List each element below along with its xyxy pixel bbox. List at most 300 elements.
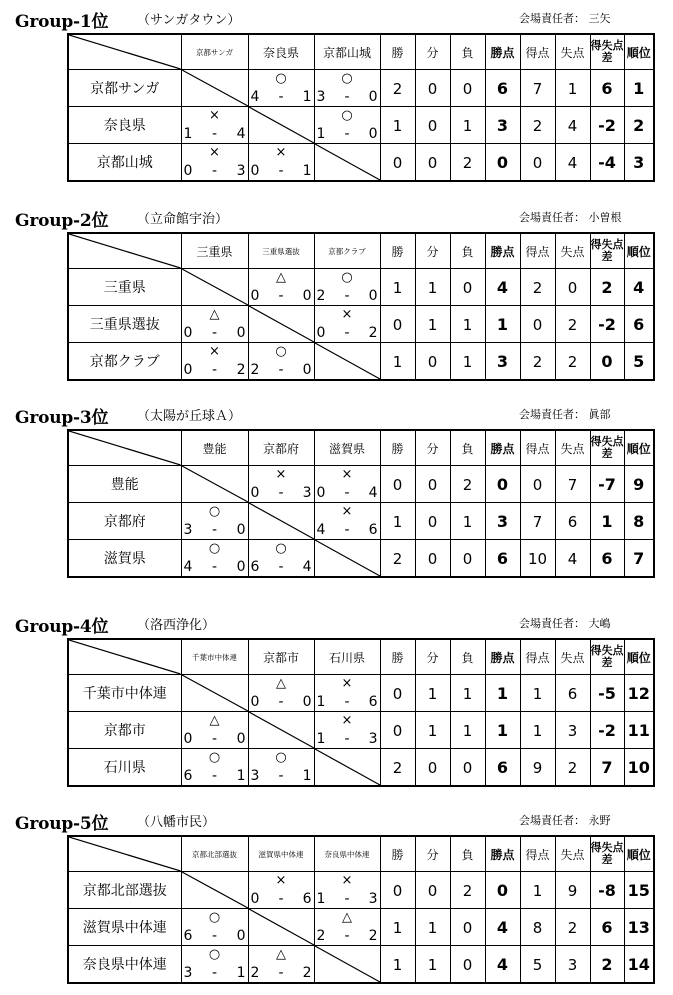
loss-header-label: 負 [461,650,474,665]
goals-against-cell [555,306,590,343]
losses-cell [450,909,485,946]
losses-value: 2 [462,881,473,900]
goals-for-value: 0 [532,153,543,172]
group-title: Group-1位 [15,12,109,32]
opponent-header [248,34,314,70]
draw-header [415,836,450,872]
opponent-header [248,233,314,269]
losses-value: 1 [462,721,473,740]
points-cell [485,872,520,909]
match-score [251,965,312,982]
result-mark: × [209,344,220,359]
draw-header-label: 分 [426,650,439,665]
wins-cell [380,306,415,343]
points-value: 0 [496,474,509,494]
match-result-cell [314,675,380,712]
match-score [251,768,312,785]
goals-against-value: 0 [567,278,578,297]
score-home: 0 [183,325,193,341]
points-cell [485,343,520,381]
opponent-name: 奈良県 [262,45,299,60]
group-header [0,608,673,636]
match-result-cell [314,503,380,540]
goal-difference-value: 6 [601,548,613,568]
group-title: Group-5位 [15,814,109,834]
losses-value: 2 [462,153,473,172]
points-header-label: 勝点 [490,441,515,456]
wins-cell [380,540,415,578]
self-match-cell [181,269,248,306]
score-home: 0 [250,288,260,304]
score-dash: - [211,768,218,784]
group-title: Group-4位 [15,617,109,637]
goals-against-header [555,639,590,675]
goals-against-header-label: 失点 [560,45,585,60]
match-result-cell [248,675,314,712]
score-dash: - [211,559,218,575]
responsible-name: 眞部 [588,408,611,421]
wins-value: 0 [392,475,403,494]
rank-header-label: 順位 [626,441,651,456]
losses-value: 1 [462,512,473,531]
match-score [317,89,378,106]
losses-cell [450,749,485,787]
score-away: 2 [302,965,312,981]
venue-responsible [519,615,611,631]
team-name: 三重県 [68,269,181,306]
rank-cell [624,503,654,540]
group-section [0,202,673,392]
opponent-header [314,430,380,466]
responsible-label: 会場責任者： [519,12,585,25]
goals-for-value: 2 [532,278,543,297]
points-header [485,233,520,269]
goal-diff-header [590,639,624,675]
losses-value: 2 [462,475,473,494]
rank-cell [624,946,654,984]
win-header-label: 勝 [391,45,404,60]
match-result-cell [181,343,248,381]
wins-cell [380,675,415,712]
responsible-label: 会場責任者： [519,408,585,421]
loss-header-label: 負 [461,45,474,60]
score-away: 2 [368,928,378,944]
diagonal-line [249,107,314,143]
self-match-cell [314,343,380,381]
draws-cell [415,466,450,503]
goals-for-header-label: 得点 [525,244,550,259]
goals-for-cell [520,343,555,381]
result-mark: ○ [275,71,287,86]
goal-difference-value: -2 [598,720,616,740]
losses-cell [450,872,485,909]
score-dash: - [278,768,284,784]
self-match-cell [248,306,314,343]
losses-cell [450,503,485,540]
wins-cell [380,946,415,984]
losses-cell [450,144,485,182]
rank-cell [624,70,654,107]
score-dash: - [211,522,218,538]
goals-for-cell [520,269,555,306]
match-score [317,891,378,908]
goals-against-value: 4 [567,549,578,568]
team-name: 奈良県 [68,107,181,144]
goal-difference-value: 2 [601,277,613,297]
goal-difference-cell [590,712,624,749]
goals-against-cell [555,107,590,144]
points-value: 3 [496,511,509,531]
draws-value: 0 [427,881,438,900]
match-result-cell [248,144,314,182]
match-score [184,126,246,143]
match-result-cell [248,70,314,107]
draws-cell [415,675,450,712]
rank-value: 1 [633,78,645,98]
result-mark: ○ [275,541,287,556]
score-dash: - [278,485,284,501]
result-mark: △ [209,713,220,728]
goals-against-cell [555,144,590,182]
team-name: 滋賀県中体連 [68,909,181,946]
draws-value: 1 [427,721,438,740]
team-row [68,306,654,343]
rank-header [624,233,654,269]
win-header [380,233,415,269]
losses-value: 0 [462,278,473,297]
rank-value: 7 [633,548,645,568]
rank-value: 10 [627,757,650,777]
score-dash: - [344,522,350,538]
points-cell [485,70,520,107]
goals-against-cell [555,872,590,909]
match-result-cell [181,107,248,144]
goal-difference-value: 6 [601,917,613,937]
match-result-cell [181,946,248,984]
rank-value: 13 [627,917,650,937]
result-mark: ○ [208,750,221,765]
goals-for-header [520,639,555,675]
goals-against-value: 6 [567,512,578,531]
points-cell [485,466,520,503]
draws-cell [415,306,450,343]
goals-against-value: 6 [567,684,578,703]
score-away: 0 [236,522,246,538]
rank-cell [624,675,654,712]
draw-header [415,34,450,70]
team-row [68,872,654,909]
draws-cell [415,540,450,578]
goals-for-cell [520,872,555,909]
result-mark: ○ [208,504,221,519]
points-header [485,836,520,872]
score-dash: - [278,163,284,179]
match-score [251,362,312,379]
goals-against-cell [555,503,590,540]
group-title: Group-3位 [15,408,109,428]
goals-against-value: 2 [567,352,578,371]
team-row [68,749,654,787]
score-away: 1 [236,768,246,784]
goals-against-cell [555,70,590,107]
wins-cell [380,503,415,540]
rank-value: 8 [633,511,645,531]
draws-value: 1 [427,278,438,297]
points-value: 6 [496,78,509,98]
self-match-cell [314,749,380,787]
match-result-cell [248,269,314,306]
diagonal-line [315,144,380,180]
self-match-cell [248,712,314,749]
match-result-cell [314,306,380,343]
responsible-label: 会場責任者： [519,617,585,630]
losses-value: 1 [462,352,473,371]
points-header [485,34,520,70]
losses-value: 1 [462,684,473,703]
score-home: 3 [316,89,326,105]
goal-difference-cell [590,306,624,343]
match-score [184,965,246,982]
rank-value: 2 [633,115,645,135]
points-header-label: 勝点 [490,244,515,259]
goal-difference-value: 6 [601,78,613,98]
opponent-name: 京都府 [262,441,299,456]
match-result-cell [248,749,314,787]
wins-cell [380,749,415,787]
corner-cell [68,836,181,872]
score-home: 1 [183,126,193,142]
score-away: 3 [368,731,378,747]
score-home: 6 [250,559,260,575]
responsible-name: 永野 [588,814,611,827]
result-mark: × [209,145,220,160]
score-dash: - [344,485,350,501]
result-mark: × [341,307,353,322]
score-dash: - [344,126,350,142]
draws-value: 0 [427,758,438,777]
loss-header [450,430,485,466]
diagonal-line [182,466,248,502]
score-home: 2 [316,288,326,304]
losses-value: 0 [462,918,473,937]
self-match-cell [181,872,248,909]
opponent-name: 奈良県中体連 [324,849,370,859]
rank-header [624,430,654,466]
match-result-cell [181,749,248,787]
score-dash: - [211,731,218,747]
losses-cell [450,675,485,712]
match-score [251,485,312,502]
wins-value: 2 [392,758,403,777]
result-mark: ○ [208,947,221,962]
score-dash: - [211,163,218,179]
points-cell [485,306,520,343]
goals-against-header-label: 失点 [560,650,585,665]
points-value: 1 [496,720,509,740]
losses-cell [450,540,485,578]
goal-difference-value: -7 [598,474,616,494]
score-home: 0 [183,362,193,378]
team-name: 京都市 [68,712,181,749]
self-match-cell [181,466,248,503]
match-result-cell [314,872,380,909]
match-result-cell [181,712,248,749]
match-score [251,89,312,106]
losses-value: 0 [462,955,473,974]
rank-cell [624,144,654,182]
rank-header-label: 順位 [626,45,651,60]
draws-cell [415,144,450,182]
match-result-cell [314,107,380,144]
goal-difference-cell [590,144,624,182]
diagonal-line [315,343,380,379]
score-home: 0 [250,485,260,501]
loss-header [450,639,485,675]
goal-difference-value: 2 [601,954,613,974]
score-away: 4 [302,559,312,575]
points-cell [485,144,520,182]
match-result-cell [314,909,380,946]
losses-cell [450,107,485,144]
result-mark: ○ [341,71,353,86]
goal-difference-cell [590,909,624,946]
result-mark: ○ [341,108,353,123]
rank-cell [624,466,654,503]
opponent-name: 石川県 [328,650,365,665]
match-score [184,928,246,945]
self-match-cell [314,946,380,984]
self-match-cell [314,540,380,578]
score-dash: - [344,928,350,944]
wins-value: 0 [392,721,403,740]
team-name: 三重県選抜 [68,306,181,343]
match-score [251,559,312,576]
draws-value: 1 [427,315,438,334]
rank-cell [624,540,654,578]
diagonal-line [182,269,248,305]
win-header-label: 勝 [391,441,404,456]
losses-value: 0 [462,79,473,98]
score-home: 2 [250,965,260,981]
draws-value: 1 [427,918,438,937]
group-section [0,399,673,589]
result-mark: △ [342,910,352,925]
draw-header-label: 分 [426,847,439,862]
group-header [0,399,673,427]
score-dash: - [344,89,350,105]
diagonal-line [249,712,314,748]
wins-cell [380,343,415,381]
team-name: 豊能 [68,466,181,503]
goals-for-value: 1 [532,721,543,740]
result-mark: △ [276,947,286,962]
goal-diff-header [590,836,624,872]
wins-value: 2 [392,549,403,568]
match-score [317,522,378,539]
goals-for-cell [520,712,555,749]
score-away: 1 [302,89,312,105]
draws-cell [415,749,450,787]
wins-cell [380,70,415,107]
goal-diff-header-label: 得失点差 [590,238,624,263]
team-row [68,269,654,306]
self-match-cell [181,70,248,107]
match-score [251,288,312,305]
score-away: 1 [302,163,312,179]
loss-header [450,34,485,70]
responsible-label: 会場責任者： [519,814,585,827]
wins-cell [380,872,415,909]
win-header [380,836,415,872]
score-away: 0 [368,89,378,105]
responsible-label: 会場責任者： [519,211,585,224]
result-mark: △ [276,270,286,285]
match-score [317,928,378,945]
team-row [68,540,654,578]
score-dash: - [278,362,284,378]
results-table [67,429,655,578]
goals-against-value: 1 [567,79,578,98]
rank-value: 12 [627,683,650,703]
goals-for-header [520,34,555,70]
points-header [485,430,520,466]
wins-value: 0 [392,153,403,172]
team-name: 京都山城 [68,144,181,182]
score-away: 6 [368,694,378,710]
goals-for-value: 0 [532,315,543,334]
points-header [485,639,520,675]
win-header-label: 勝 [391,847,404,862]
points-value: 3 [496,351,509,371]
score-home: 3 [250,768,260,784]
score-away: 0 [236,928,246,944]
match-score [184,731,246,748]
result-mark: × [341,467,353,482]
result-mark: ○ [208,541,221,556]
result-mark: △ [209,307,220,322]
points-cell [485,269,520,306]
header-row [68,836,654,872]
loss-header-label: 負 [461,244,474,259]
draws-cell [415,70,450,107]
goals-against-cell [555,946,590,984]
goals-against-value: 4 [567,153,578,172]
goals-for-cell [520,540,555,578]
diagonal-line [315,540,380,576]
team-row [68,144,654,182]
score-dash: - [278,965,284,981]
goals-against-cell [555,712,590,749]
points-value: 6 [496,548,509,568]
wins-cell [380,107,415,144]
team-row [68,107,654,144]
opponent-header [314,233,380,269]
draw-header-label: 分 [426,441,439,456]
goals-against-value: 4 [567,116,578,135]
goals-for-header-label: 得点 [525,441,550,456]
score-away: 4 [368,485,378,501]
score-home: 0 [250,163,260,179]
score-away: 0 [302,288,312,304]
rank-value: 14 [627,954,650,974]
opponent-name: 京都北部選抜 [192,849,237,859]
points-cell [485,107,520,144]
team-name: 京都府 [68,503,181,540]
wins-cell [380,144,415,182]
match-result-cell [181,306,248,343]
opponent-header [314,34,380,70]
points-value: 0 [496,152,509,172]
